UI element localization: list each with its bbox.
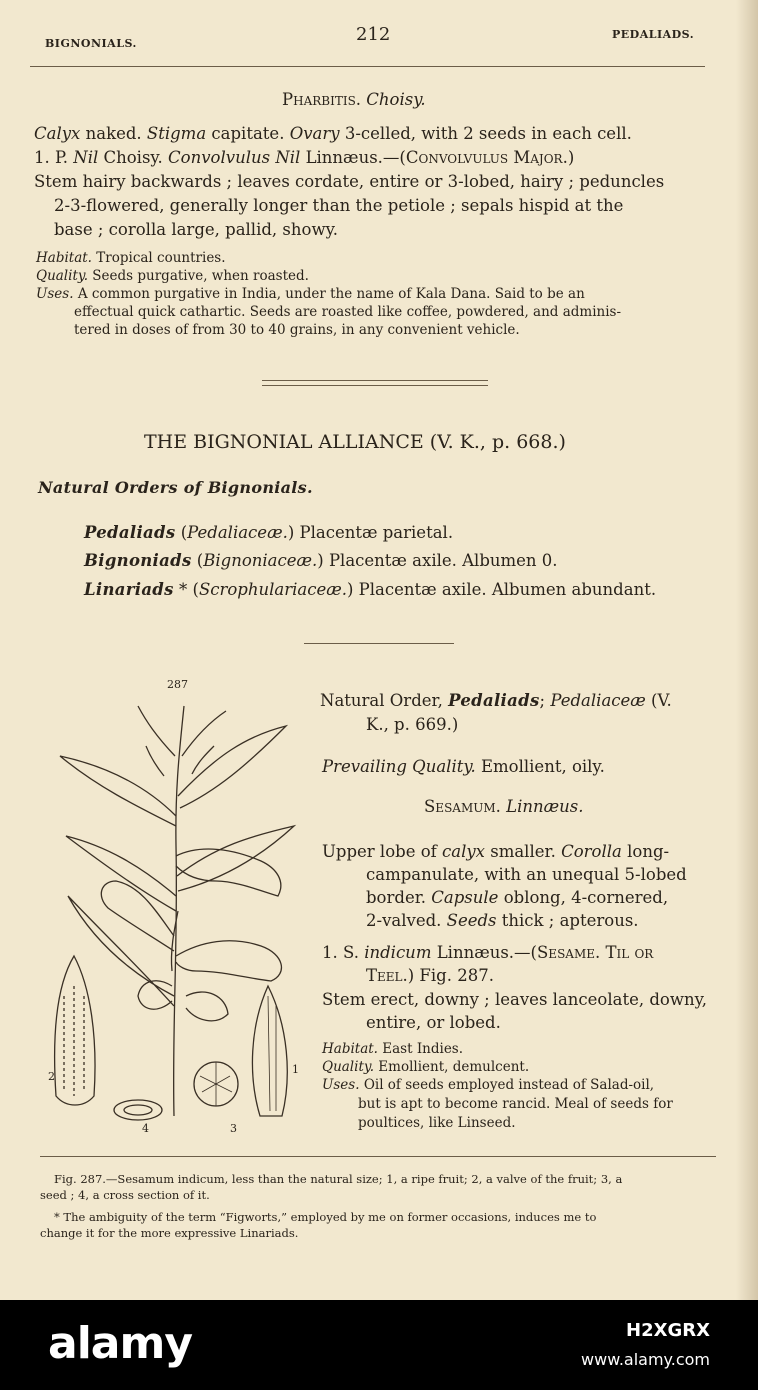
sesamum-species-line-2: Teel.) Fig. 287. (366, 966, 494, 985)
cross-section (114, 1100, 162, 1120)
sesamum-uses-line-3: poultices, like Linseed. (358, 1115, 516, 1131)
pharbitis-species-line: 1. P. Nil Choisy. Convolvulus Nil Linnæus.—(Convolvulus Major.) (34, 148, 575, 167)
sesamum-uses-line-1: Uses. Oil of seeds employed instead of Salad-oil, (322, 1077, 655, 1093)
pharbitis-desc-line-2: 2-3-flowered, generally longer than the petiole ; sepals hispid at the (54, 196, 624, 215)
genus-name: Pharbitis. (282, 90, 362, 109)
prevailing-quality: Prevailing Quality. Emollient, oily. (322, 757, 605, 776)
footnote-rule (40, 1156, 716, 1157)
sesamum-habitat: Habitat. East Indies. (322, 1041, 464, 1057)
pharbitis-desc-line-3: base ; corolla large, pallid, showy. (54, 220, 338, 239)
figure-number: 287 (167, 678, 188, 691)
order-row-linariads: Linariads * (Scrophulariaceæ.) Placentæ axile. Albumen abundant. (84, 580, 657, 599)
sesamum-species-line-1: 1. S. indicum Linnæus.—(Sesame. Til or (322, 943, 654, 962)
header-rule (30, 66, 705, 67)
pharbitis-uses-line-2: effectual quick cathartic. Seeds are roasted like coffee, powdered, and adminis- (74, 304, 622, 320)
genus-author: Choisy. (366, 90, 426, 109)
footnote-line-1: * The ambiguity of the term “Figworts,” employed by me on former occasions, induces me to (54, 1210, 597, 1224)
page-number: 212 (356, 24, 391, 45)
order-row-pedaliads: Pedaliads (Pedaliaceæ.) Placentæ parietal. (84, 523, 454, 542)
figure-caption-line-1: Fig. 287.—Sesamum indicum, less than the natural size; 1, a ripe fruit; 2, a valve of the fruit; 3, a (54, 1172, 623, 1186)
running-header-right: PEDALIADS. (612, 28, 695, 41)
fig-label-4: 4 (142, 1122, 149, 1135)
flower (176, 941, 281, 981)
sesamum-quality: Quality. Emollient, demulcent. (322, 1059, 530, 1075)
alliance-title: THE BIGNONIAL ALLIANCE (V. K., p. 668.) (144, 431, 566, 453)
sesamum-illustration (46, 696, 308, 1140)
order-row-bignoniads: Bignoniads (Bignoniaceæ.) Placentæ axile. Albumen 0. (84, 551, 558, 570)
sesamum-desc-line-2: entire, or lobed. (366, 1013, 501, 1032)
natural-order-line-1: Natural Order, Pedaliads; Pedaliaceæ (V. (320, 691, 672, 710)
sesamum-char-line-3: border. Capsule oblong, 4-cornered, (366, 888, 669, 907)
fig-label-2: 2 (48, 1070, 55, 1083)
pharbitis-uses-line-1: Uses. A common purgative in India, under the name of Kala Dana. Said to be an (36, 286, 585, 302)
page-edge-shadow (736, 0, 758, 1300)
watermark-url: www.alamy.com (581, 1350, 710, 1369)
sesamum-char-line-2: campanulate, with an unequal 5-lobed (366, 865, 687, 884)
running-header-left: BIGNONIALS. (45, 37, 137, 50)
natural-orders-heading: Natural Orders of Bignonials. (38, 478, 313, 497)
image-id: H2XGRX (626, 1320, 710, 1341)
sesamum-desc-line-1: Stem erect, downy ; leaves lanceolate, downy, (322, 990, 707, 1009)
sesamum-uses-line-2: but is apt to become rancid. Meal of seeds for (358, 1096, 673, 1112)
pharbitis-char-line-1: Calyx naked. Stigma capitate. Ovary 3-celled, with 2 seeds in each cell. (34, 124, 632, 143)
fruit-valve (55, 956, 95, 1105)
section-rule-2 (304, 643, 454, 644)
section-rule-top (262, 380, 488, 381)
natural-order-line-2: K., p. 669.) (366, 715, 459, 734)
footnote-line-2: change it for the more expressive Linariads. (40, 1226, 299, 1240)
pharbitis-quality: Quality. Seeds purgative, when roasted. (36, 268, 309, 284)
sesamum-char-line-4: 2-valved. Seeds thick ; apterous. (366, 911, 639, 930)
section-rule-bottom (262, 385, 488, 386)
fig-label-1: 1 (292, 1063, 299, 1076)
genus-heading-sesamum: Sesamum. Linnæus. (424, 797, 584, 816)
fig-label-3: 3 (230, 1122, 237, 1135)
pharbitis-uses-line-3: tered in doses of from 30 to 40 grains, in any convenient vehicle. (74, 322, 520, 338)
genus-heading-pharbitis (282, 90, 426, 109)
figure-caption-line-2: seed ; 4, a cross section of it. (40, 1188, 210, 1202)
pharbitis-desc-line-1: Stem hairy backwards ; leaves cordate, entire or 3-lobed, hairy ; peduncles (34, 172, 665, 191)
pharbitis-habitat: Habitat. Tropical countries. (36, 250, 226, 266)
sesamum-char-line-1: Upper lobe of calyx smaller. Corolla long- (322, 842, 670, 861)
alamy-logo: alamy (48, 1318, 192, 1369)
